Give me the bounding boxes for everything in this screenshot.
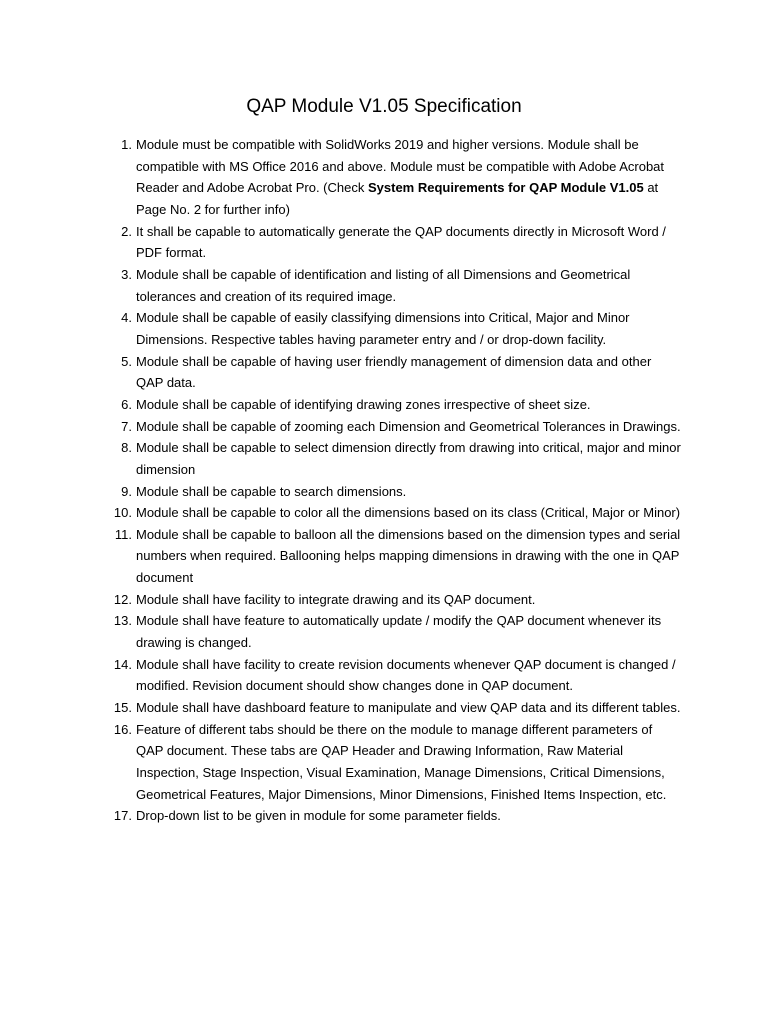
list-item	[104, 654, 682, 697]
item-number: 5.	[121, 353, 132, 369]
list-item	[104, 719, 682, 806]
item-number: 13.	[113, 613, 132, 629]
item-text: It shall be capable to automatically generate the QAP documents directly in Microsoft Word / PDF format.	[136, 223, 666, 261]
item-text-end: at Page No. 2 for further info)	[136, 180, 659, 217]
list-item	[104, 264, 682, 307]
item-text	[136, 137, 664, 217]
list-item	[104, 589, 682, 611]
item-text-bold: System Requirements for QAP Module V1.05	[367, 180, 644, 196]
list-item	[104, 610, 682, 653]
item-text: Module shall be capable of zooming each Dimension and Geometrical Tolerances in Drawings.	[136, 418, 681, 434]
item-number: 1.	[121, 137, 132, 152]
item-text: Module shall have facility to integrate drawing and its QAP document.	[136, 591, 536, 607]
item-text: Module shall be capable to color all the dimensions based on its class (Critical, Major or Minor)	[136, 505, 681, 521]
list-item	[104, 394, 682, 416]
item-number: 17.	[113, 808, 132, 824]
item-text: Feature of different tabs should be there on the module to manage different parameters of QAP document. These tabs are QAP Header and Drawing Information, Raw Material Inspection, Stage Inspection, Visual Examination, Manage Dimensions, Critical Dimensions, Geometrical Features, Major Dimensions, Minor Dimensions, Finished Items Inspection, etc.	[136, 721, 667, 802]
list-item	[104, 805, 682, 827]
page-title: QAP Module V1.05 Specification	[246, 96, 522, 117]
item-number: 7.	[121, 418, 132, 434]
item-text-start: Module must be compatible with SolidWorks 2019 and higher versions. Module shall be compatible with MS Office 2016 and above. Module must be compatible with Adobe Acrobat Reader and Adobe Acrobat Pro. (Check	[136, 137, 665, 196]
list-item	[104, 524, 682, 589]
item-text: Drop-down list to be given in module for some parameter fields.	[136, 808, 501, 824]
item-number: 2.	[121, 223, 132, 239]
item-number: 3.	[121, 266, 132, 282]
item-number: 12.	[113, 591, 132, 607]
list-item	[104, 502, 682, 524]
item-number: 9.	[121, 483, 132, 499]
list-item	[104, 416, 682, 438]
item-number: 4.	[121, 310, 132, 326]
list-item	[104, 437, 682, 480]
item-text: Module shall be capable to search dimensions.	[136, 483, 407, 499]
item-number: 15.	[113, 700, 132, 716]
item-text: Module shall be capable of identifying drawing zones irrespective of sheet size.	[136, 396, 591, 412]
item-text: Module shall be capable to select dimension directly from drawing into critical, major and minor dimension	[136, 440, 681, 477]
requirements-list	[104, 134, 682, 827]
item-text: Module shall be capable of having user friendly management of dimension data and other QAP data.	[136, 353, 652, 391]
item-number: 14.	[113, 656, 132, 672]
item-text: Module shall be capable of easily classifying dimensions into Critical, Major and Minor Dimensions. Respective tables having parameter entry and / or drop-down facility.	[136, 310, 630, 347]
item-text: Module shall have feature to automatically update / modify the QAP document whenever its drawing is changed.	[136, 613, 662, 651]
item-number: 16.	[113, 721, 132, 737]
item-text: Module shall be capable of identification and listing of all Dimensions and Geometrical tolerances and creation of its required image.	[136, 266, 631, 304]
item-number: 8.	[121, 440, 132, 456]
list-item	[104, 307, 682, 350]
list-item	[104, 351, 682, 394]
list-item	[104, 697, 682, 719]
item-text: Module shall be capable to balloon all the dimensions based on the dimension types and serial numbers when required. Ballooning helps mapping dimensions in drawing with the one in QAP document	[136, 526, 681, 586]
item-number: 6.	[121, 396, 132, 412]
item-number: 10.	[113, 505, 132, 521]
list-item	[104, 134, 682, 221]
item-text: Module shall have dashboard feature to manipulate and view QAP data and its different tables.	[136, 700, 681, 716]
item-number: 11.	[114, 526, 132, 542]
list-item	[104, 481, 682, 503]
list-item	[104, 221, 682, 264]
item-text: Module shall have facility to create revision documents whenever QAP document is changed / modified. Revision document should show changes done in QAP document.	[136, 656, 676, 694]
